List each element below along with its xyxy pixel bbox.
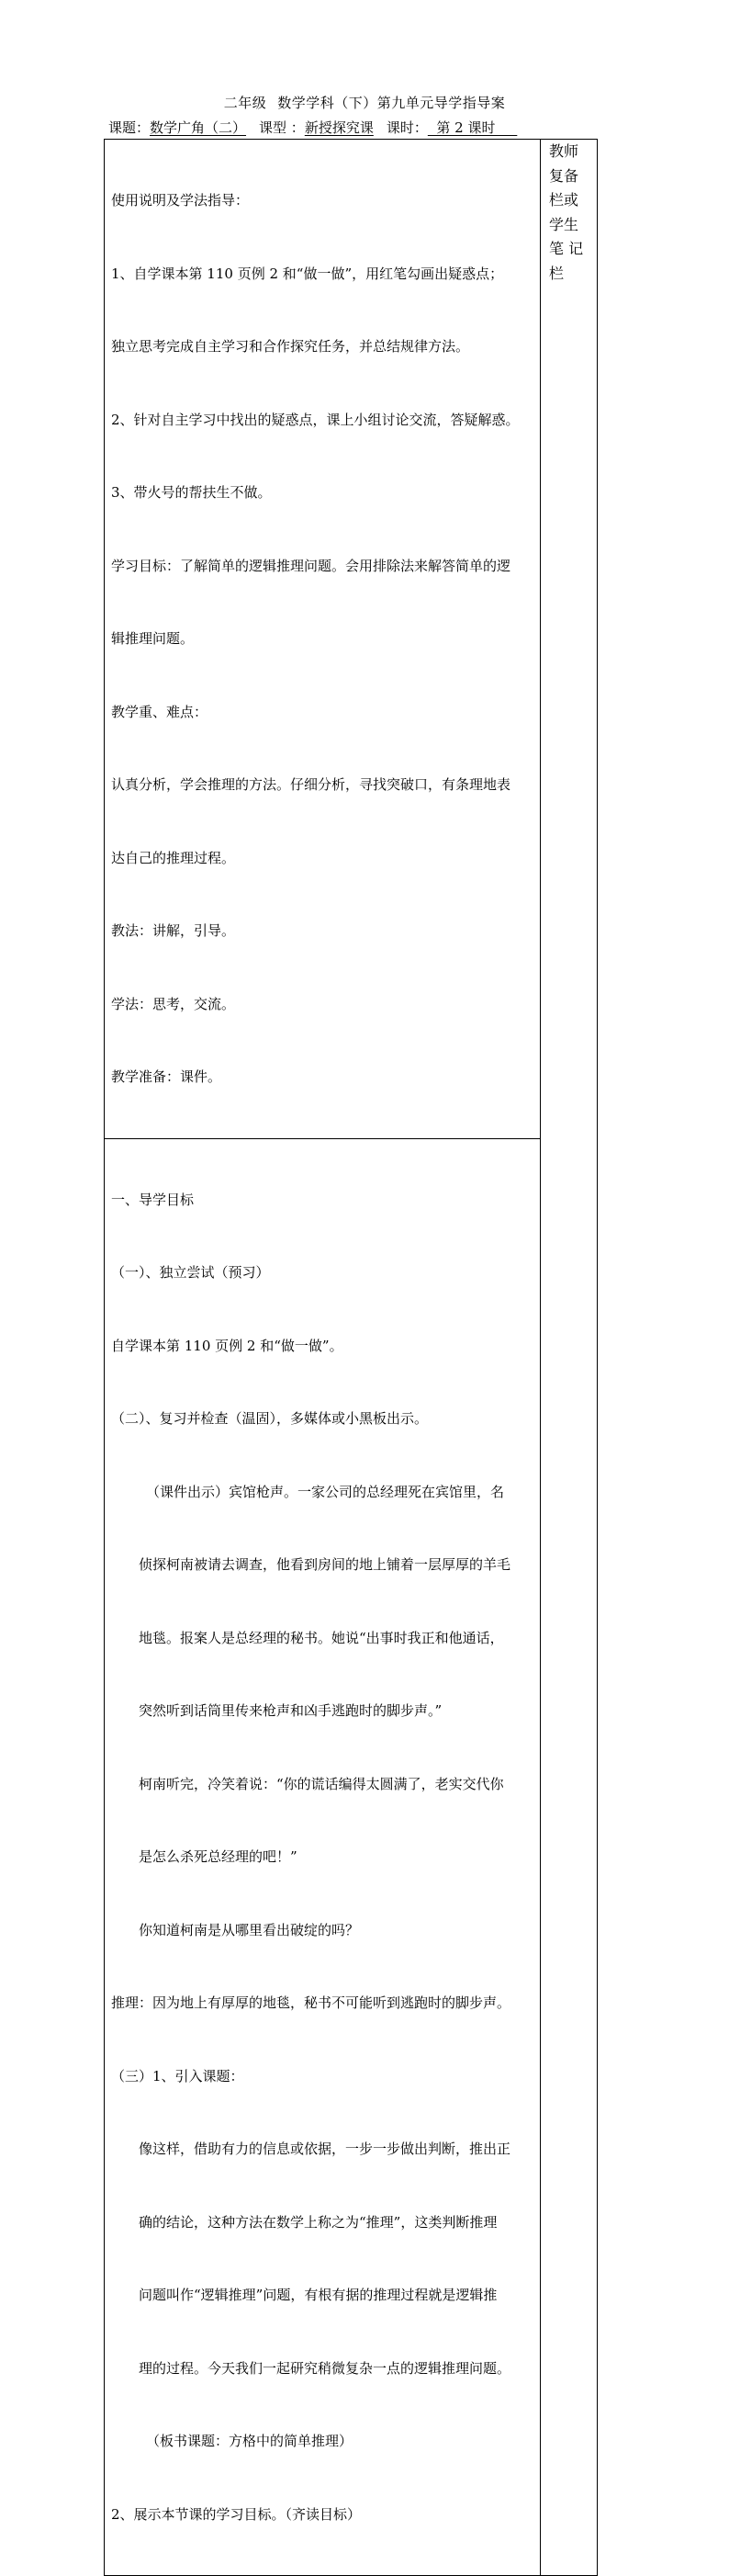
question-line: 你知道柯南是从哪里看出破绽的吗？ xyxy=(139,1921,360,1938)
story-line-3: 地毯。报案人是总经理的秘书。她说“出事时我正和他通话， xyxy=(139,1629,504,1646)
intro-line-2: 确的结论，这种方法在数学上称之为“推理”，这类判断推理 xyxy=(139,2213,498,2231)
instructions-cell xyxy=(105,140,541,1139)
guide-heading: 一、导学目标 xyxy=(111,1191,195,1208)
sub-section-3: （三）1、引入课题： xyxy=(111,2067,244,2085)
key-points-1: 认真分析，学会推理的方法。仔细分析，寻找突破口，有条理地表 xyxy=(111,776,511,793)
story-line-2: 侦探柯南被请去调查，他看到房间的地上铺着一层厚厚的羊毛 xyxy=(139,1556,511,1573)
intro-line-4: 理的过程。今天我们一起研究稍微复杂一点的逻辑推理问题。 xyxy=(139,2359,511,2377)
notes-line: 栏 xyxy=(549,264,565,282)
intro-line-3: 问题叫作“逻辑推理”问题，有根有据的推理过程就是逻辑推 xyxy=(139,2287,498,2303)
topic-label: 课题： xyxy=(108,119,151,136)
grade-text: 二年级 xyxy=(223,95,267,111)
sub-section-1-text: 自学课本第 110 页例 2 和“做一做”。 xyxy=(111,1337,343,1354)
reasoning-line: 推理：因为地上有厚厚的地毯，秘书不可能听到逃跑时的脚步声。 xyxy=(111,1994,511,2011)
key-points-title: 教学重、难点： xyxy=(111,703,208,720)
notes-header xyxy=(541,140,597,286)
key-points-2: 达自己的推理过程。 xyxy=(111,849,236,866)
story-line-1: （课件出示）宾馆枪声。一家公司的总经理死在宾馆里，名 xyxy=(146,1483,505,1500)
type-label: 课型 ： xyxy=(259,119,305,136)
notes-line: 学生 xyxy=(549,215,579,233)
topic-value: 数学广角（二） xyxy=(150,119,247,136)
notes-line: 栏或 xyxy=(549,191,579,209)
usage-title: 使用说明及学法指导： xyxy=(111,192,250,209)
usage-item-2: 2、针对自主学习中找出的疑惑点，课上小组讨论交流，答疑解惑。 xyxy=(111,411,520,428)
lesson-meta xyxy=(108,118,517,137)
notes-line: 笔 记 xyxy=(549,240,584,257)
notes-line: 复备 xyxy=(549,166,579,185)
usage-item-3: 3、带火号的帮扶生不做。 xyxy=(111,484,272,501)
conan-line-1: 柯南听完，冷笑着说：“你的谎话编得太圆满了，老实交代你 xyxy=(139,1775,504,1792)
notes-column xyxy=(541,140,598,2576)
usage-item-1b: 独立思考完成自主学习和合作探究任务，并总结规律方法。 xyxy=(111,338,470,355)
page-title xyxy=(0,93,729,112)
learning-goal-2: 辑推理问题。 xyxy=(111,630,195,647)
teaching-method: 教法：讲解，引导。 xyxy=(111,922,236,939)
type-value: 新授探究课 xyxy=(304,119,374,136)
period-label: 课时： xyxy=(386,119,428,136)
sub-section-1: （一）、独立尝试（预习） xyxy=(111,1264,270,1281)
notes-line: 教师 xyxy=(549,142,579,160)
instructions-content xyxy=(105,140,540,1138)
story-line-4: 突然听到话筒里传来枪声和凶手逃跑时的脚步声。” xyxy=(139,1702,443,1719)
guide-table xyxy=(104,139,598,2576)
intro-line-1: 像这样，借助有力的信息或依据，一步一步做出判断，推出正 xyxy=(139,2141,511,2157)
period-value: 第 2 课时 xyxy=(427,119,518,136)
guide-content xyxy=(105,1139,540,2576)
board-title: （板书课题：方格中的简单推理） xyxy=(146,2433,353,2449)
conan-line-2: 是怎么杀死总经理的吧！” xyxy=(139,1848,297,1865)
sub-section-2: （二）、复习并检查（温固），多媒体或小黑板出示。 xyxy=(111,1410,429,1427)
usage-item-1a: 1、自学课本第 110 页例 2 和“做一做”，用红笔勾画出疑惑点； xyxy=(111,265,504,282)
goal-display: 2、展示本节课的学习目标。（齐读目标） xyxy=(111,2505,362,2523)
teaching-prep: 教学准备：课件。 xyxy=(111,1068,222,1085)
subject-text: 数学学科（下）第九单元导学指导案 xyxy=(277,95,506,111)
learning-method: 学法：思考，交流。 xyxy=(111,995,236,1012)
guide-cell xyxy=(105,1138,541,2576)
learning-goal-1: 学习目标：了解简单的逻辑推理问题。会用排除法来解答简单的逻 xyxy=(111,557,511,574)
